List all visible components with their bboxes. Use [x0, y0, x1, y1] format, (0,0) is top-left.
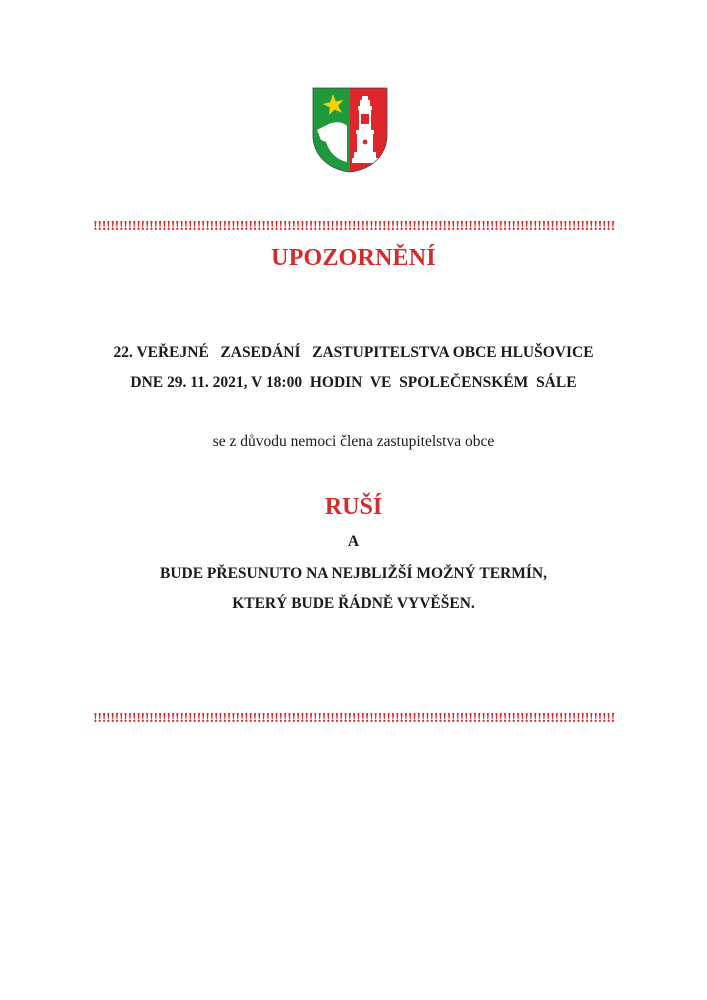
separator-top: !!!!!!!!!!!!!!!!!!!!!!!!!!!!!!!!!!!!!!!!!!!!!!!!!!!!!!!!!!!!!!!!!!!!!!!!!!!!!!!!!!!!!!!!!!!!!!!!!!!!!!!!!!!!!!!!!!!!!!!!!	[93, 219, 615, 234]
separator-bottom: !!!!!!!!!!!!!!!!!!!!!!!!!!!!!!!!!!!!!!!!!!!!!!!!!!!!!!!!!!!!!!!!!!!!!!!!!!!!!!!!!!!!!!!!!!!!!!!!!!!!!!!!!!!!!!!!!!!!!!!!!	[93, 711, 615, 726]
coat-of-arms-icon	[311, 86, 389, 174]
conjunction-text: A	[347, 533, 360, 550]
postpone-line-1: BUDE PŘESUNUTO NA NEJBLIŽŠÍ MOŽNÝ TERMÍN,	[159, 565, 547, 582]
reason-text: se z důvodu nemoci člena zastupitelstva obce	[212, 433, 495, 450]
meeting-line-2: DNE 29. 11. 2021, V 18:00 HODIN VE SPOLEČENSKÉM SÁLE	[130, 374, 577, 391]
meeting-line-1: 22. VEŘEJNÉ ZASEDÁNÍ ZASTUPITELSTVA OBCE HLUŠOVICE	[113, 344, 594, 361]
postpone-line-2: KTERÝ BUDE ŘÁDNĚ VYVĚŠEN.	[232, 595, 475, 612]
notice-title: UPOZORNĚNÍ	[271, 245, 436, 271]
cancel-word: RUŠÍ	[324, 494, 383, 520]
